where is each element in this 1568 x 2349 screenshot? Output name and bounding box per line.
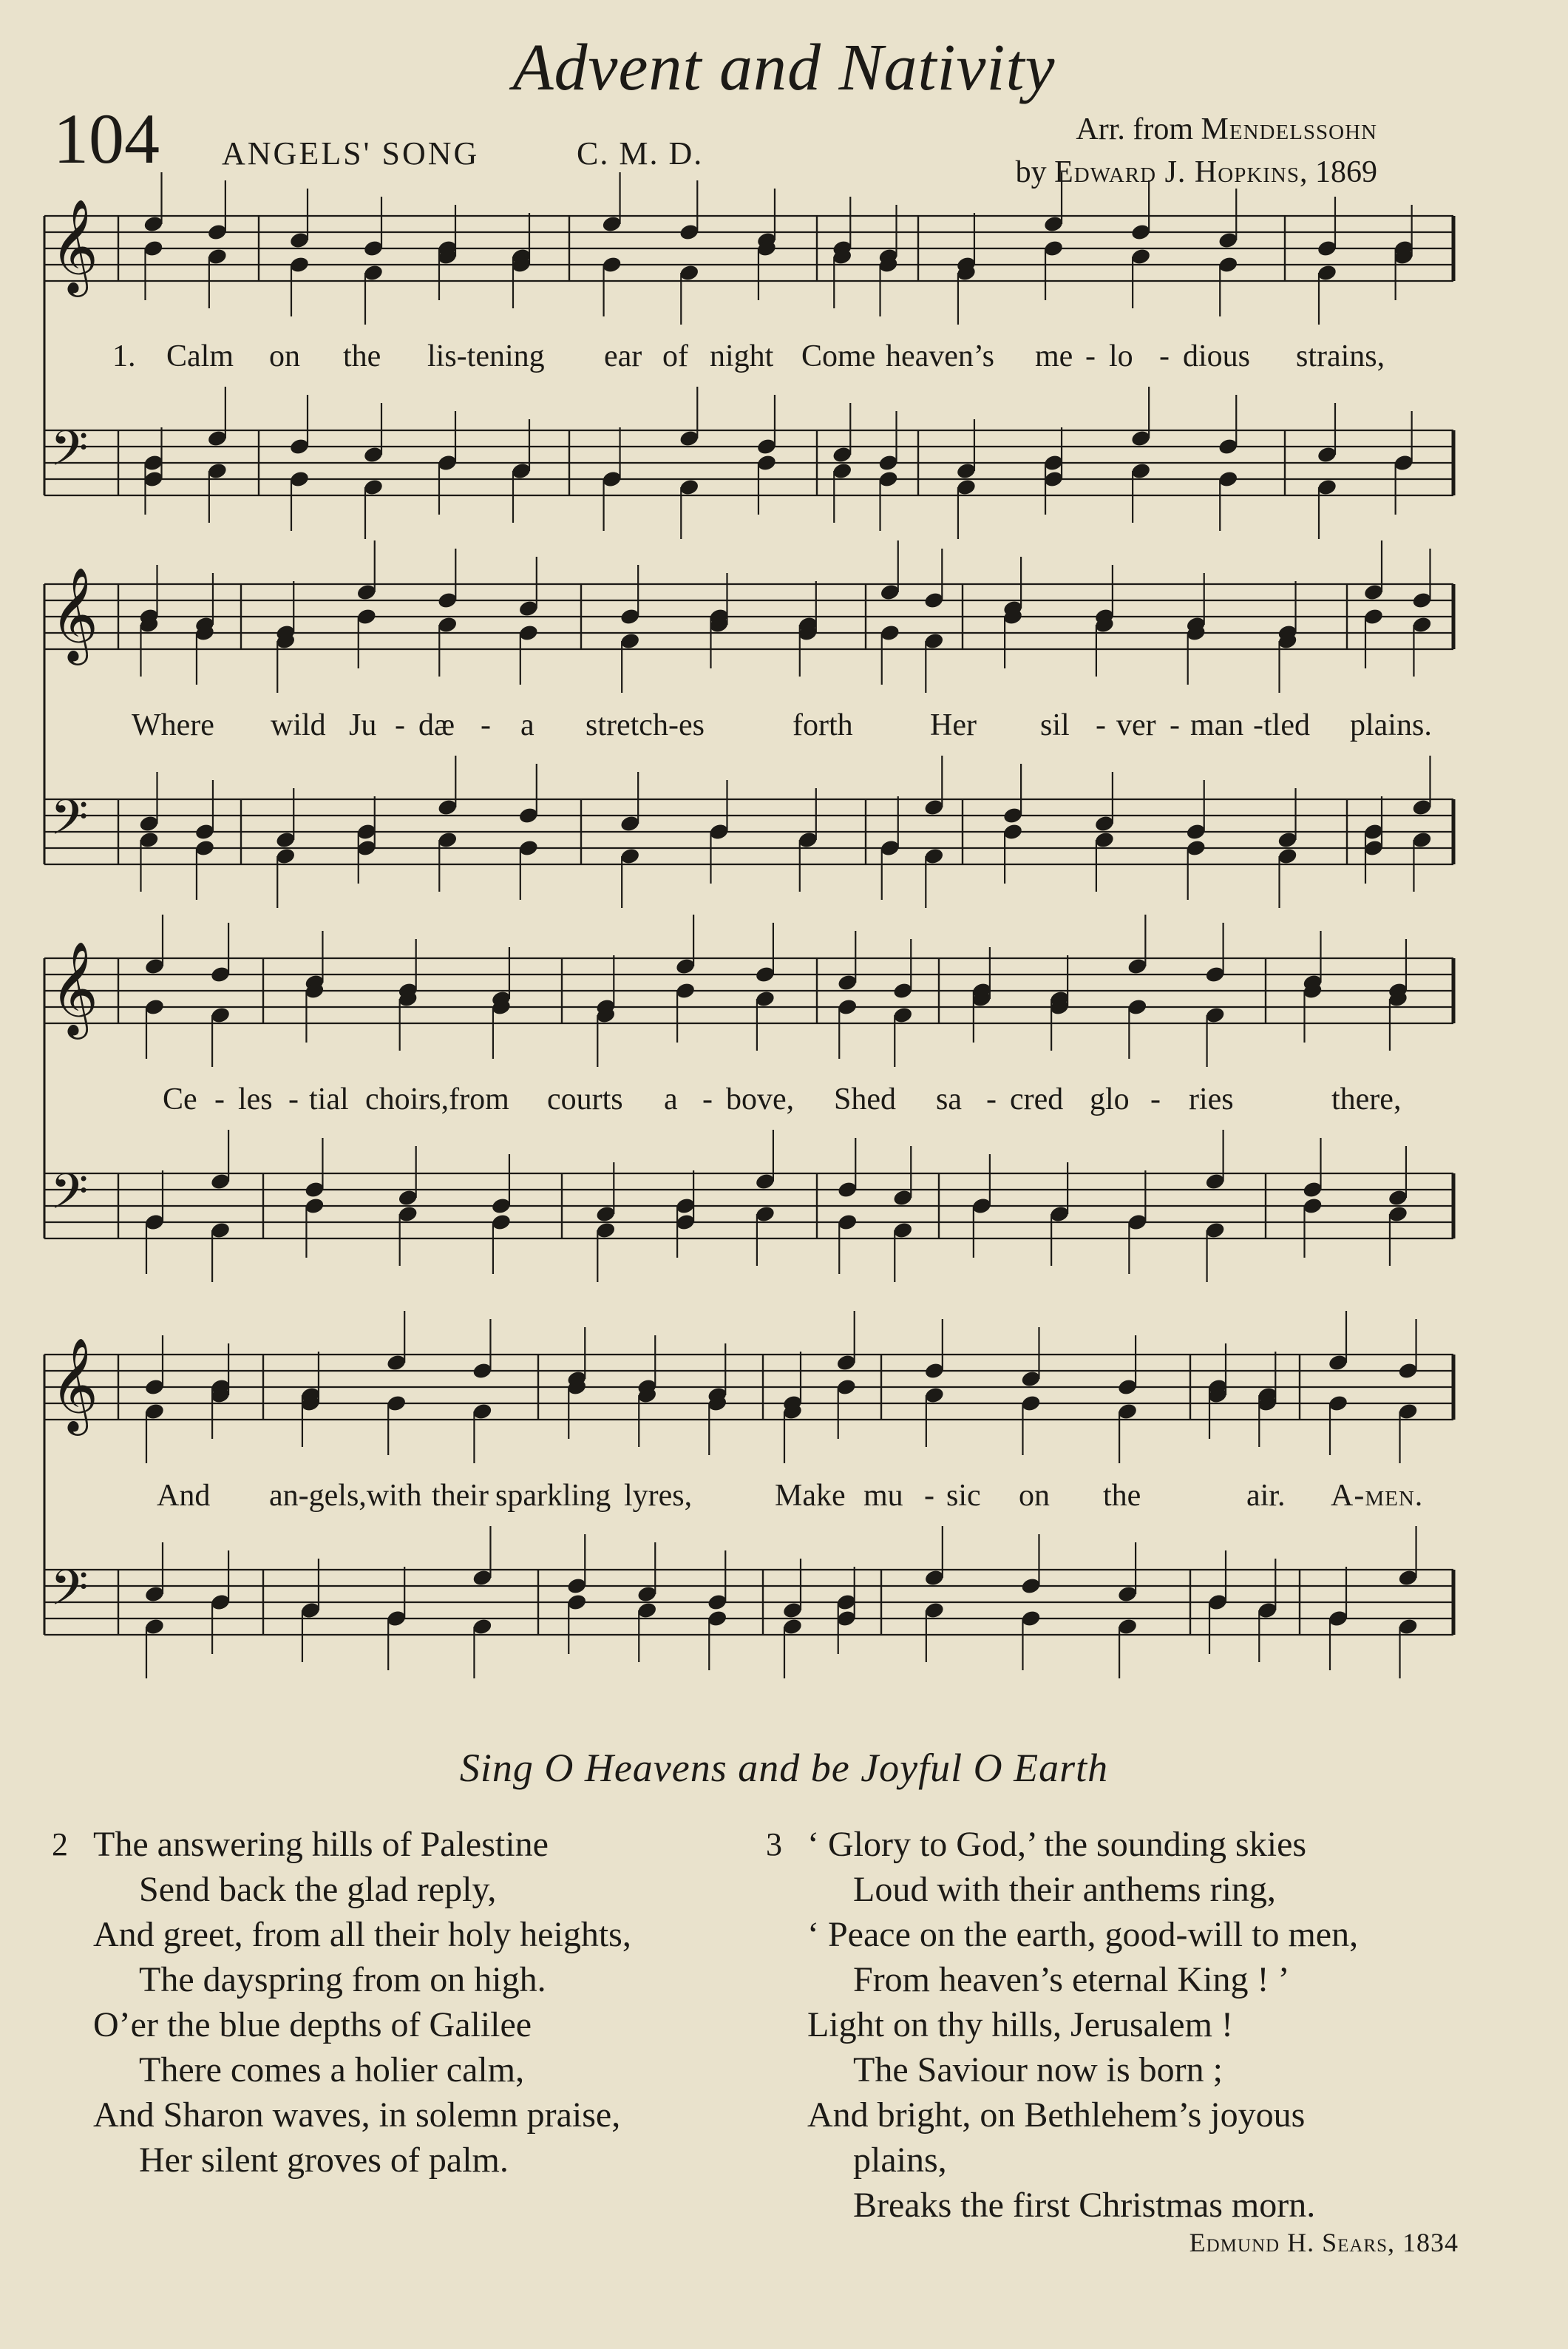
meter: C. M. D.: [577, 135, 704, 172]
tune-name: ANGELS' SONG: [222, 135, 480, 172]
lyric-syllable: -: [1170, 708, 1180, 742]
treble-clef-icon: 𝄞: [50, 566, 99, 661]
lyric-syllable: strains,: [1296, 339, 1385, 373]
lyrics-system-2: [44, 703, 1523, 748]
lyric-syllable: night: [710, 339, 774, 373]
treble-clef-icon: 𝄞: [50, 198, 99, 293]
lyric-syllable: -: [214, 1082, 225, 1116]
lyric-syllable: the: [1103, 1479, 1141, 1513]
verse-lines: [52, 1822, 631, 2183]
verse-2: [52, 1822, 631, 2183]
lyric-syllable: lyres,: [624, 1479, 693, 1513]
lyric-syllable: Come: [801, 339, 876, 373]
lyric-syllable: sic: [946, 1479, 981, 1513]
lyric-syllable: sparkling: [495, 1479, 611, 1513]
lyric-syllable: choirs,from: [365, 1082, 509, 1116]
verse-line: From heaven’s eternal King ! ’: [853, 1960, 1290, 1999]
verse-line: Send back the glad reply,: [139, 1870, 497, 1909]
lyric-syllable: courts: [547, 1082, 623, 1116]
lyric-syllable: Ce: [163, 1082, 197, 1116]
lyric-syllable: air.: [1246, 1479, 1286, 1513]
arranger-by: by: [1015, 155, 1055, 189]
section-title: Advent and Nativity: [512, 31, 1056, 104]
lyric-syllable: an-gels,with: [269, 1479, 422, 1513]
treble-clef-icon: 𝄞: [50, 940, 99, 1035]
lyric-syllable: on: [1019, 1479, 1050, 1513]
verse-3: [766, 1822, 1358, 2228]
lyric-syllable: forth: [793, 708, 853, 742]
verse-lines: [766, 1822, 1358, 2228]
bass-clef-icon: 𝄢: [50, 789, 89, 858]
lyric-syllable: And: [157, 1479, 211, 1513]
lyric-syllable: cred: [1010, 1082, 1064, 1116]
verse-line: Breaks the first Christmas morn.: [853, 2186, 1316, 2225]
lyric-syllable: their: [432, 1479, 489, 1513]
lyric-syllable: a: [520, 708, 534, 742]
bass-clef-icon: 𝄢: [50, 1559, 89, 1628]
lyric-syllable: man: [1190, 708, 1244, 742]
arranger-prefix: Arr. from: [1076, 112, 1201, 146]
lyrics-system-3: [44, 1077, 1523, 1122]
verse-line: And greet, from all their holy heights,: [93, 1915, 631, 1954]
lyric-syllable: bove,: [726, 1082, 795, 1116]
lyric-syllable: the: [343, 339, 381, 373]
lyric-syllable: -: [1085, 339, 1096, 373]
lyric-syllable: les: [238, 1082, 273, 1116]
verse-number: 2: [52, 1826, 68, 1862]
lyric-syllable: -: [288, 1082, 299, 1116]
lyric-syllable: ver: [1116, 708, 1156, 742]
lyric-syllable: tial: [309, 1082, 349, 1116]
arranger-source: Mendelssohn: [1201, 112, 1377, 146]
hymn-author: [1189, 2227, 1459, 2258]
verse-line: plains,: [853, 2140, 947, 2180]
lyric-syllable: Where: [132, 708, 214, 742]
hymn-number: 104: [53, 99, 160, 178]
verse-line: Loud with their anthems ring,: [853, 1870, 1276, 1909]
lyric-syllable: of: [662, 339, 688, 373]
lyric-syllable: lo: [1109, 339, 1133, 373]
lyric-syllable: Shed: [834, 1082, 896, 1116]
lyric-syllable: Ju: [349, 708, 377, 742]
lyric-syllable: dious: [1183, 339, 1251, 373]
lyric-syllable: me: [1035, 339, 1073, 373]
lyric-syllable: -: [702, 1082, 713, 1116]
lyrics-system-1: [44, 334, 1523, 379]
lyric-syllable: -tled: [1253, 708, 1310, 742]
amen-label: A-men.: [1331, 1479, 1424, 1513]
verse-line: The Saviour now is born ;: [853, 2050, 1223, 2089]
lyric-syllable: mu: [863, 1479, 903, 1513]
lyric-syllable: sa: [936, 1082, 962, 1116]
bass-clef-icon: 𝄢: [50, 420, 89, 489]
bass-clef-icon: 𝄢: [50, 1163, 89, 1232]
lyric-syllable: stretch-es: [586, 708, 705, 742]
lyric-syllable: ries: [1189, 1082, 1234, 1116]
lyric-syllable: -: [924, 1479, 934, 1513]
lyric-syllable: a: [664, 1082, 678, 1116]
lyrics-system-4: [44, 1474, 1523, 1518]
lyric-syllable: plains.: [1350, 708, 1432, 742]
lyric-syllable: -: [1096, 708, 1106, 742]
lyric-syllable: wild: [271, 708, 326, 742]
lyric-syllable: -: [986, 1082, 997, 1116]
lyric-syllable: glo: [1090, 1082, 1130, 1116]
lyric-syllable: -: [1159, 339, 1170, 373]
lyric-syllable: -: [1150, 1082, 1161, 1116]
verse-line: The dayspring from on high.: [139, 1960, 546, 1999]
lyric-syllable: dæ: [418, 708, 455, 742]
lyric-syllable: Her: [930, 708, 977, 742]
arranger-name: Edward J. Hopkins: [1054, 155, 1300, 189]
lyric-syllable: sil: [1040, 708, 1070, 742]
tune-subtitle: Sing O Heavens and be Joyful O Earth: [459, 1746, 1109, 1790]
lyric-syllable: heaven’s: [886, 339, 994, 373]
treble-clef-icon: 𝄞: [50, 1337, 99, 1431]
lyric-syllable: 1.: [112, 339, 136, 373]
verse-line: ‘ Peace on the earth, good-will to men,: [807, 1915, 1359, 1954]
lyric-syllable: ear: [604, 339, 642, 373]
verse-line: There comes a holier calm,: [139, 2050, 525, 2089]
lyric-syllable: lis-tening: [427, 339, 545, 373]
verse-line: ‘ Glory to God,’ the sounding skies: [807, 1825, 1307, 1864]
lyric-syllable: Calm: [166, 339, 234, 373]
lyric-syllable: -: [395, 708, 405, 742]
verse-line: O’er the blue depths of Galilee: [93, 2005, 532, 2044]
lyric-syllable: Make: [775, 1479, 846, 1513]
arranger-year: , 1869: [1300, 155, 1377, 189]
verse-number: 3: [766, 1826, 782, 1862]
lyric-syllable: -: [481, 708, 491, 742]
lyric-syllable: on: [269, 339, 300, 373]
verse-line: And bright, on Bethlehem’s joyous: [807, 2095, 1306, 2135]
lyric-syllable: there,: [1331, 1082, 1402, 1116]
author-name: Edmund H. Sears, 1834: [1189, 2228, 1459, 2257]
verse-line: Light on thy hills, Jerusalem !: [807, 2005, 1233, 2044]
verse-line: And Sharon waves, in solemn praise,: [93, 2095, 621, 2135]
verse-line: Her silent groves of palm.: [139, 2140, 509, 2180]
verse-line: The answering hills of Palestine: [93, 1825, 549, 1864]
